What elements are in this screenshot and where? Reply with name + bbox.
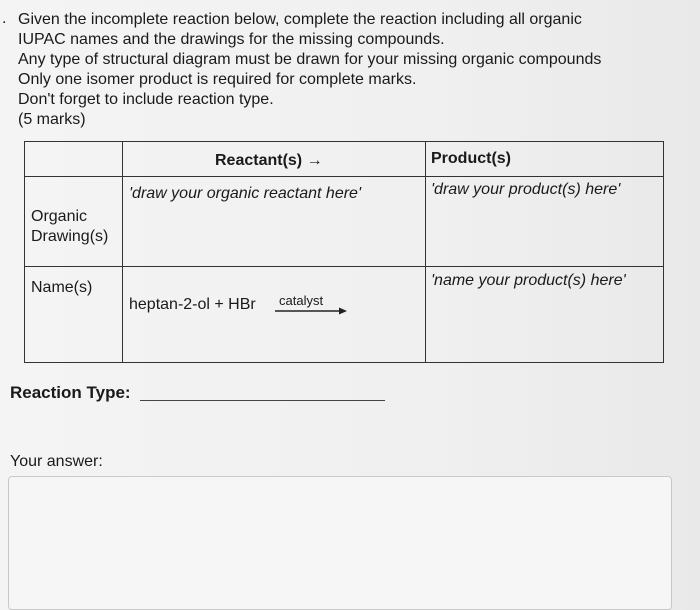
catalyst-arrow-group [275, 293, 355, 315]
reaction-arrow-icon [275, 306, 347, 316]
row-label-organic: Organic [31, 208, 88, 225]
row-label-names: Name(s) [31, 279, 93, 296]
reactant-names: heptan-2-ol + HBr [129, 296, 256, 313]
question-text [18, 10, 688, 130]
reaction-table [24, 141, 664, 363]
question-line-1: Given the incomplete reaction below, complete the reaction including all organic [18, 11, 582, 28]
question-line-5: Don't forget to include reaction type. [18, 91, 274, 108]
reaction-type-label: Reaction Type: [10, 383, 131, 402]
header-products: Product(s) [431, 150, 511, 167]
product-drawing-prompt[interactable]: 'draw your product(s) here' [431, 181, 621, 198]
question-line-3: Any type of structural diagram must be drawn for your missing organic compounds [18, 51, 602, 68]
question-marker: . [2, 10, 7, 27]
reactant-drawing-prompt[interactable]: 'draw your organic reactant here' [129, 185, 362, 202]
catalyst-label: catalyst [279, 293, 324, 308]
header-reactants: Reactant(s) → [215, 152, 323, 169]
table-divider-col2 [425, 142, 426, 362]
your-answer-label: Your answer: [10, 453, 103, 470]
product-name-prompt[interactable]: 'name your product(s) here' [431, 272, 626, 289]
question-line-2: IUPAC names and the drawings for the missing compounds. [18, 31, 445, 48]
row-label-drawings: Drawing(s) [31, 228, 109, 245]
reaction-type-blank[interactable] [140, 400, 385, 401]
table-divider-header [25, 176, 663, 177]
question-marks: (5 marks) [18, 111, 86, 128]
answer-input[interactable] [8, 476, 672, 610]
table-divider-row [25, 266, 663, 267]
table-divider-col1 [122, 142, 123, 362]
question-line-4: Only one isomer product is required for complete marks. [18, 71, 417, 88]
